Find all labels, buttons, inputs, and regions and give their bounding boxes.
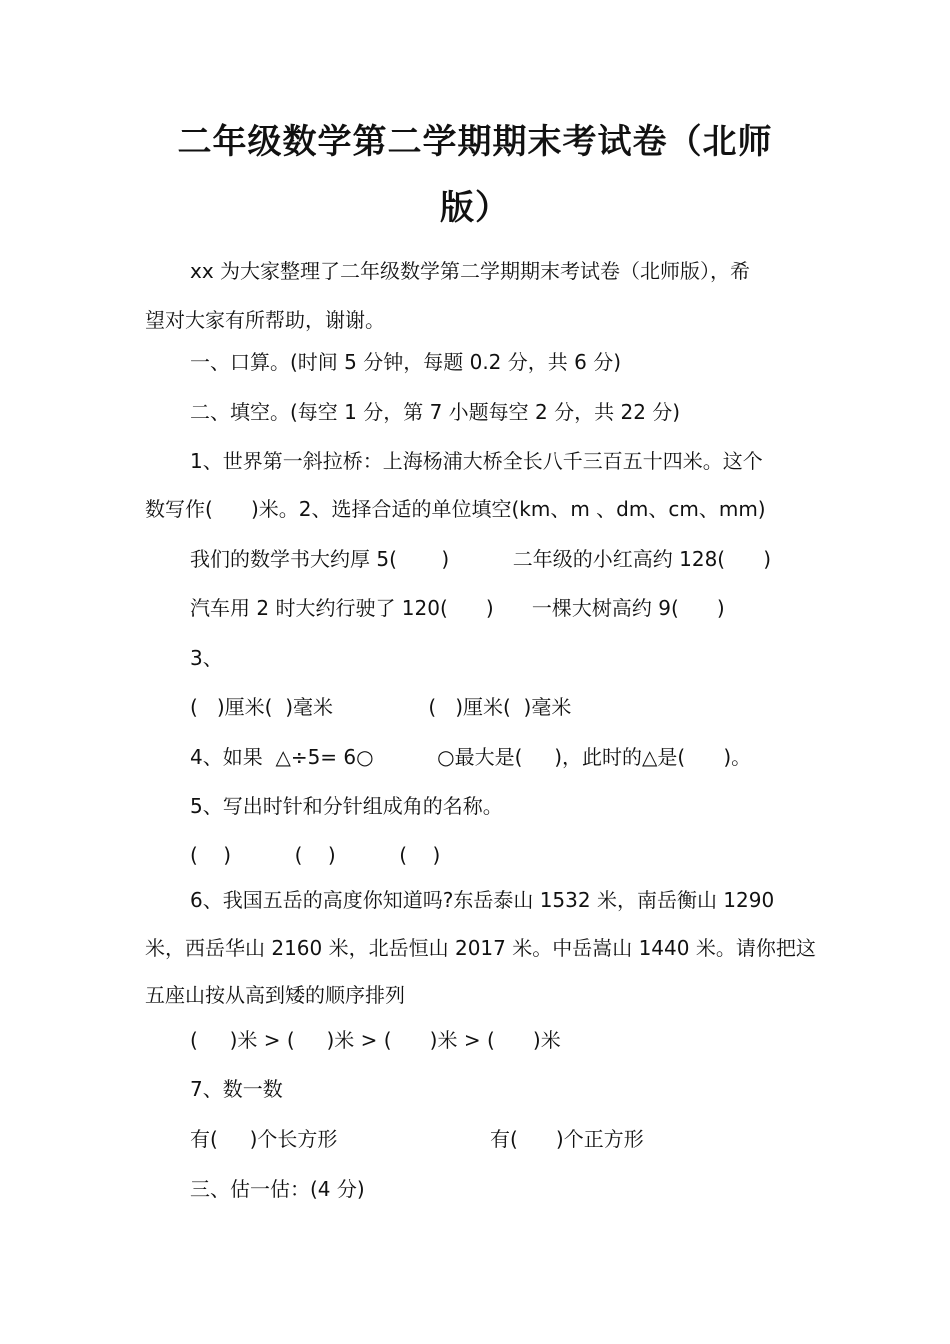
document-title-line-2: 版） bbox=[440, 188, 510, 228]
section-3-heading: 三、估一估：(4 分) bbox=[190, 1177, 365, 1201]
question-3-answers: ( )厘米( )毫米 ( )厘米( )毫米 bbox=[190, 695, 572, 719]
section-1-heading: 一、口算。(时间 5 分钟，每题 0.2 分，共 6 分) bbox=[190, 350, 622, 374]
question-7-answers: 有( )个长方形 有( )个正方形 bbox=[190, 1127, 644, 1151]
question-2-line-1: 我们的数学书大约厚 5( ) 二年级的小红高约 128( ) bbox=[190, 547, 772, 571]
question-7: 7、数一数 bbox=[190, 1077, 283, 1101]
intro-line-1: xx 为大家整理了二年级数学第二学期期末考试卷（北师版），希 bbox=[190, 259, 751, 283]
question-5: 5、写出时针和分针组成角的名称。 bbox=[190, 794, 503, 818]
question-6-line-1: 6、我国五岳的高度你知道吗?东岳泰山 1532 米，南岳衡山 1290 bbox=[190, 888, 775, 912]
question-5-answers: ( ) ( ) ( ) bbox=[190, 843, 441, 867]
question-3-label: 3、 bbox=[190, 646, 223, 670]
question-4: 4、如果 △÷5= 6○ ○最大是( )，此时的△是( )。 bbox=[190, 745, 752, 769]
section-2-heading: 二、填空。(每空 1 分，第 7 小题每空 2 分，共 22 分) bbox=[190, 400, 681, 424]
question-6-answers: ( )米 > ( )米 > ( )米 > ( )米 bbox=[190, 1028, 561, 1052]
question-1-line-1: 1、世界第一斜拉桥：上海杨浦大桥全长八千三百五十四米。这个 bbox=[190, 449, 763, 473]
intro-line-2: 望对大家有所帮助，谢谢。 bbox=[145, 308, 385, 332]
question-6-line-2: 米，西岳华山 2160 米，北岳恒山 2017 米。中岳嵩山 1440 米。请你把这 bbox=[145, 936, 816, 960]
question-1-line-2: 数写作( )米。2、选择合适的单位填空(km、m 、dm、cm、mm) bbox=[145, 497, 766, 521]
document-title-line-1: 二年级数学第二学期期末考试卷（北师 bbox=[177, 122, 773, 162]
question-6-line-3: 五座山按从高到矮的顺序排列 bbox=[145, 983, 405, 1007]
question-2-line-2: 汽车用 2 时大约行驶了 120( ) 一棵大树高约 9( ) bbox=[190, 596, 725, 620]
